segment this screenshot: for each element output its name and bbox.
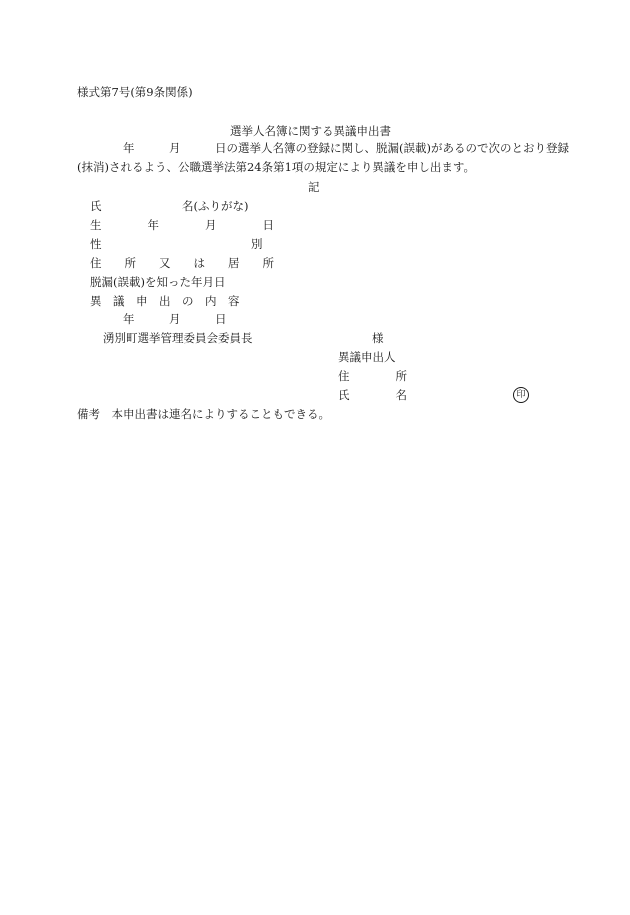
field-sex: 性 別 [90, 237, 263, 251]
intro-line-1: 年 月 日の選挙人名簿の登録に関し、脱漏(誤載)があるので次のとおり登録 [77, 141, 569, 155]
addressee: 湧別町選挙管理委員会委員長 [103, 331, 253, 345]
applicant-name-label: 氏 名 [338, 388, 407, 402]
ki-marker: 記 [308, 180, 320, 194]
applicant-heading: 異議申出人 [338, 350, 396, 364]
field-name: 氏 名(ふりがな) [90, 199, 249, 213]
intro-line-2: (抹消)されるよう、公職選挙法第24条第1項の規定により異議を申し出ます。 [77, 160, 475, 174]
field-discovery-date: 脱漏(誤載)を知った年月日 [90, 275, 226, 289]
field-objection-content: 異 議 申 出 の 内 容 [90, 294, 240, 308]
date-line: 年 月 日 [123, 312, 227, 326]
seal-icon: 印 [513, 387, 529, 403]
form-number: 様式第7号(第9条関係) [77, 85, 193, 99]
field-address: 住 所 又 は 居 所 [90, 256, 274, 270]
document-title: 選挙人名簿に関する異議申出書 [230, 124, 391, 138]
applicant-address-label: 住 所 [338, 369, 407, 383]
remarks: 備考 本申出書は連名によりすることもできる。 [77, 407, 330, 421]
field-birthdate: 生 年 月 日 [90, 218, 274, 232]
sama-label: 様 [372, 331, 384, 345]
